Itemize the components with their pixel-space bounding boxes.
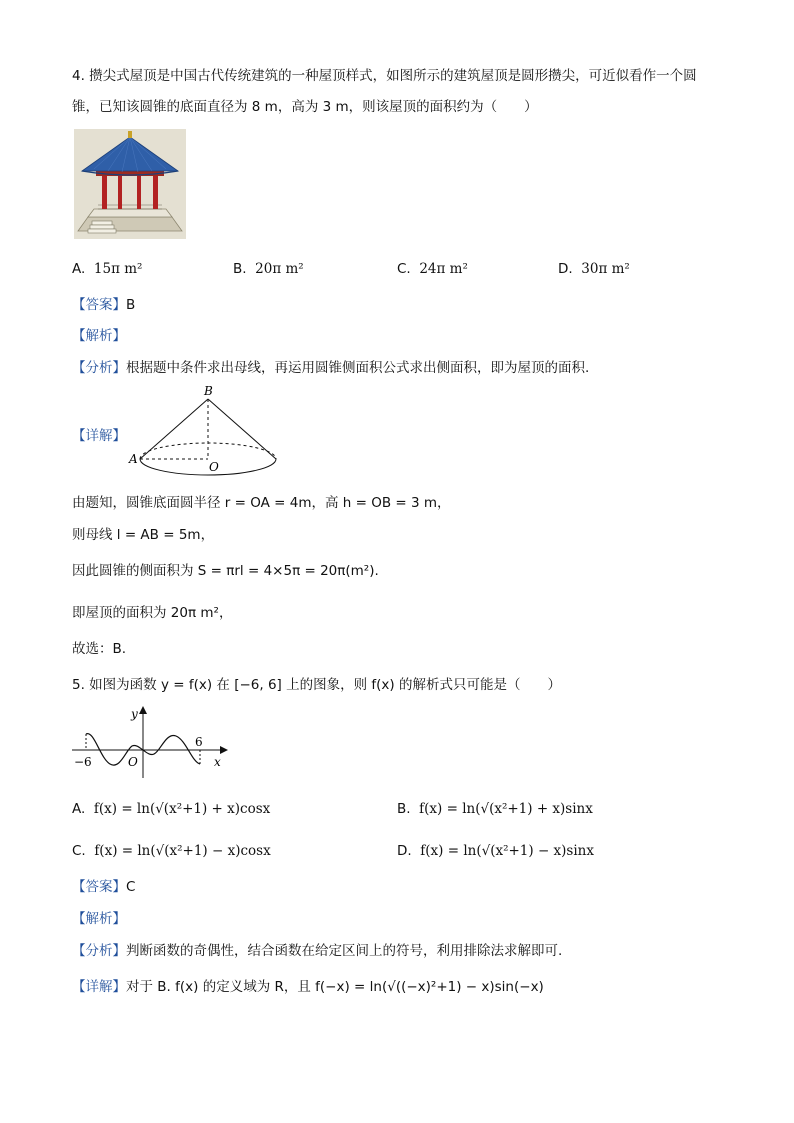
graph-label-x: x: [214, 755, 221, 769]
pavilion-image: [74, 129, 186, 239]
q4-analysis-tag: 【解析】: [72, 328, 126, 344]
graph-label-6: 6: [195, 735, 203, 749]
q5-option-d[interactable]: D. f(x) = ln(√(x²+1) − x)sinx: [397, 843, 594, 859]
q4-detail-line2: 则母线 l = AB = 5m，: [72, 527, 215, 543]
q4-answer: 【答案】B: [72, 297, 136, 313]
q5-option-c[interactable]: C. f(x) = ln(√(x²+1) − x)cosx: [72, 843, 271, 859]
q4-fenxi: 【分析】根据题中条件求出母线，再运用圆锥侧面积公式求出侧面积，即为屋顶的面积.: [72, 360, 590, 376]
q4-option-c[interactable]: C. 24π m²: [397, 261, 468, 277]
cone-label-o: O: [209, 460, 219, 474]
function-graph: [70, 702, 230, 780]
q5-option-b[interactable]: B. f(x) = ln(√(x²+1) + x)sinx: [397, 801, 593, 817]
q4-option-a[interactable]: A. 15π m²: [72, 261, 143, 277]
q5-stem: 5. 如图为函数 y = f(x) 在 [−6, 6] 上的图象，则 f(x) 的解析式只可能是（ ）: [72, 677, 561, 693]
cone-label-b: B: [204, 384, 213, 398]
q5-analysis-tag: 【解析】: [72, 911, 126, 927]
q5-detail: 【详解】对于 B. f(x) 的定义域为 R，且 f(−x) = ln(√((−x)²+1) − x)sin(−x): [72, 979, 544, 995]
graph-label-neg6: −6: [74, 755, 92, 769]
q4-detail-line3: 因此圆锥的侧面积为 S = πrl = 4×5π = 20π(m²).: [72, 563, 379, 579]
q4-detail-line4: 即屋顶的面积为 20π m²，: [72, 605, 233, 621]
q4-detail-tag: 【详解】: [72, 428, 126, 444]
q4-detail-line5: 故选：B.: [72, 641, 127, 657]
q4-detail-line1: 由题知，圆锥底面圆半径 r = OA = 4m，高 h = OB = 3 m，: [72, 495, 451, 511]
q4-stem-line1: 4. 攒尖式屋顶是中国古代传统建筑的一种屋顶样式，如图所示的建筑屋顶是圆形攒尖，可近似看作一个圆: [72, 68, 697, 84]
graph-label-origin: O: [128, 755, 138, 769]
q5-option-a[interactable]: A. f(x) = ln(√(x²+1) + x)cosx: [72, 801, 271, 817]
q4-option-b[interactable]: B. 20π m²: [233, 261, 304, 277]
graph-label-y: y: [131, 707, 138, 721]
q5-answer: 【答案】C: [72, 879, 136, 895]
q4-option-d[interactable]: D. 30π m²: [558, 261, 630, 277]
q5-fenxi: 【分析】判断函数的奇偶性，结合函数在给定区间上的符号，利用排除法求解即可.: [72, 943, 563, 959]
q4-stem-line2: 锥，已知该圆锥的底面直径为 8 m，高为 3 m，则该屋顶的面积约为（ ）: [72, 99, 538, 115]
answer-tag: 【答案】: [72, 297, 126, 313]
cone-label-a: A: [129, 452, 138, 466]
cone-figure: [126, 383, 286, 479]
